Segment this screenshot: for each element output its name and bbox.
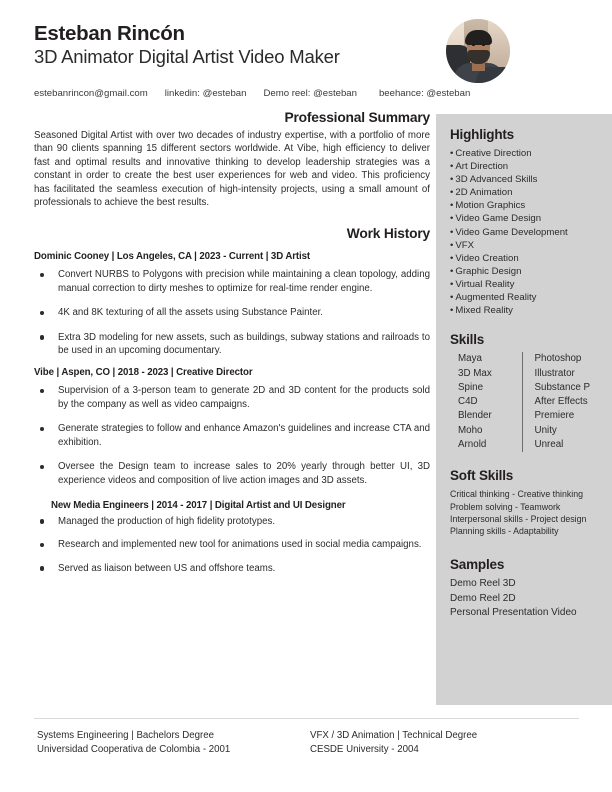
list-item (34, 538, 430, 551)
contact-demo-reel[interactable]: Demo reel: @esteban (263, 88, 357, 99)
candidate-job-title: 3D Animator Digital Artist Video Maker (34, 46, 340, 67)
job-bullets-0 (34, 268, 430, 357)
job-bullets-1 (34, 384, 430, 486)
highlight-label: Art Direction (455, 161, 509, 173)
list-item (34, 562, 430, 575)
skill-item: Premiere (534, 410, 575, 422)
highlight-label: Video Game Design (455, 213, 542, 225)
list-item (450, 239, 598, 252)
bullet-text: Extra 3D modeling for new assets, such as buildings, subway stations and railroads to be used in an upcoming documentary. (58, 331, 430, 357)
list-item (34, 268, 430, 295)
professional-summary-heading: Professional Summary (284, 110, 430, 125)
avatar (446, 19, 510, 83)
bullet-icon: • (450, 226, 454, 238)
skill-item: Moho (458, 424, 483, 436)
job-heading-2: New Media Engineers | 2014 - 2017 | Digital Artist and UI Designer (51, 499, 346, 511)
list-item (450, 160, 598, 173)
list-item (450, 186, 598, 199)
skill-item: C4D (458, 396, 478, 408)
list-item: Interpersonal skills - Project design (450, 513, 587, 524)
main-column (34, 110, 430, 585)
skills-heading: Skills (450, 332, 485, 348)
skill-item: Maya (458, 353, 482, 365)
skill-item: Illustrator (534, 367, 575, 379)
list-item (450, 291, 598, 304)
list-item (450, 173, 598, 186)
bullet-icon: • (450, 187, 454, 199)
bullet-text: 4K and 8K texturing of all the assets using Substance Painter. (58, 307, 323, 319)
education-school: CESDE University - 2004 (310, 744, 419, 756)
avatar-hair (465, 30, 492, 45)
bullet-text: Oversee the Design team to increase sales to 20% yearly through better UI, 3D experience videos and composition of live action images and 3D assets. (58, 461, 430, 486)
bullet-text: Generate strategies to follow and enhance Amazon's guidelines and increase CTA and exhibition. (58, 423, 430, 448)
list-item (34, 515, 430, 528)
contact-behance[interactable]: beehance: @esteban (378, 88, 471, 99)
bullet-text: Managed the production of high fidelity prototypes. (58, 515, 276, 527)
skills-columns (450, 352, 598, 452)
highlight-label: Video Game Development (455, 226, 568, 238)
highlight-label: Creative Direction (455, 148, 532, 159)
list-item (34, 306, 430, 319)
professional-summary-text: Seasoned Digital Artist with over two decades of industry expertise, with a portfolio of more than 90 clients spanning 15 different sectors worldwide. At Vibe, high efficiency to deliver fast and optimal results and innovative thinking to develop leadership strategies was a constant in order to create the best user experiences for web and video. This proficiency has facilitated the seamless execution of high-intensity projects, using a small amount of professionals to achieve the best results. (34, 130, 430, 209)
bullet-icon: • (450, 265, 454, 277)
bullet-point-icon (40, 519, 44, 523)
list-item (34, 460, 430, 487)
contact-line (34, 88, 579, 99)
highlight-label: 2D Animation (455, 187, 513, 199)
skill-item: Photoshop (534, 353, 582, 365)
highlight-label: Video Creation (455, 252, 519, 264)
skill-item: Blender (458, 410, 492, 422)
sidebar-panel (436, 114, 612, 705)
list-item (450, 147, 598, 160)
avatar-eye-right (482, 44, 485, 46)
list-item (450, 304, 598, 317)
education-degree: VFX / 3D Animation | Technical Degree (310, 730, 478, 741)
list-item: Critical thinking - Creative thinking (450, 489, 583, 500)
skills-column-left (458, 352, 522, 452)
bullet-point-icon (40, 566, 44, 570)
bullet-icon: • (450, 239, 454, 251)
education-entry-0 (37, 729, 230, 757)
bullet-icon: • (450, 213, 454, 225)
bullet-point-icon (40, 427, 44, 431)
bullet-point-icon (40, 465, 44, 469)
list-item (450, 265, 598, 278)
bullet-icon: • (450, 200, 454, 212)
list-item (450, 226, 598, 239)
job-heading-1: Vibe | Aspen, CO | 2018 - 2023 | Creative Director (34, 367, 253, 379)
bullet-point-icon (40, 273, 44, 277)
soft-skills-heading: Soft Skills (450, 468, 514, 484)
bullet-text: Research and implemented new tool for animations used in social media campaigns. (58, 539, 422, 551)
bullet-icon: • (450, 278, 454, 290)
list-item[interactable]: Demo Reel 2D (450, 592, 516, 604)
skill-item: Substance P (534, 381, 591, 393)
list-item[interactable]: Personal Presentation Video (450, 607, 577, 619)
work-history-heading: Work History (346, 226, 430, 242)
highlight-label: Mixed Reality (455, 305, 513, 317)
education-entry-1 (310, 729, 477, 757)
highlight-label: 3D Advanced Skills (455, 174, 538, 186)
samples-list (450, 577, 598, 620)
bullet-point-icon (40, 543, 44, 547)
contact-email[interactable]: estebanrincon@gmail.com (34, 88, 148, 99)
bullet-text: Served as liaison between US and offshore teams. (58, 562, 276, 574)
list-item (450, 199, 598, 212)
highlights-heading: Highlights (450, 127, 514, 142)
soft-skills-list (450, 488, 598, 537)
contact-linkedin[interactable]: linkedin: @esteban (164, 88, 247, 99)
list-item: Problem solving - Teamwork (450, 501, 561, 512)
bullet-point-icon (40, 311, 44, 315)
list-item (34, 422, 430, 449)
list-item (450, 252, 598, 265)
skill-item: 3D Max (458, 367, 492, 379)
highlight-label: Graphic Design (455, 265, 522, 277)
skill-item: Arnold (458, 439, 487, 450)
education-degree: Systems Engineering | Bachelors Degree (37, 730, 214, 741)
job-heading-0: Dominic Cooney | Los Angeles, CA | 2023 - Current | 3D Artist (34, 251, 311, 263)
skill-item: Unity (534, 424, 557, 436)
samples-heading: Samples (450, 557, 505, 573)
bullet-point-icon (40, 389, 44, 393)
bullet-icon: • (450, 305, 454, 317)
highlight-label: Virtual Reality (455, 278, 515, 290)
bullet-text: Convert NURBS to Polygons with precision while maintaining a clean topology, adding manual correction to dirty meshes to optimize for real-time render engine. (58, 269, 430, 294)
skill-item: Spine (458, 381, 484, 393)
bullet-text: Supervision of a 3-person team to generate 2D and 3D content for the products sold by the company as well as video campaigns. (58, 385, 430, 410)
list-item (34, 331, 430, 358)
bullet-icon: • (450, 148, 454, 159)
bullet-point-icon (40, 335, 44, 339)
bullet-icon: • (450, 252, 454, 264)
footer-divider (34, 718, 579, 719)
list-item[interactable]: Demo Reel 3D (450, 578, 516, 590)
list-item (34, 384, 430, 411)
highlights-list (450, 147, 598, 317)
candidate-name: Esteban Rincón (34, 22, 185, 45)
highlight-label: Augmented Reality (455, 292, 537, 304)
list-item: Planning skills - Adaptability (450, 526, 559, 537)
skill-item: Unreal (534, 439, 564, 450)
skills-column-right (522, 352, 599, 452)
list-item (450, 278, 598, 291)
avatar-eye-left (472, 44, 475, 46)
skill-item: After Effects (534, 396, 588, 408)
resume-header (0, 0, 612, 112)
highlight-label: VFX (455, 239, 475, 251)
list-item (450, 212, 598, 225)
bullet-icon: • (450, 174, 454, 186)
bullet-icon: • (450, 292, 454, 304)
education-school: Universidad Cooperativa de Colombia - 2001 (37, 744, 231, 756)
bullet-icon: • (450, 161, 454, 173)
job-bullets-2 (34, 515, 430, 575)
highlight-label: Motion Graphics (455, 200, 526, 212)
